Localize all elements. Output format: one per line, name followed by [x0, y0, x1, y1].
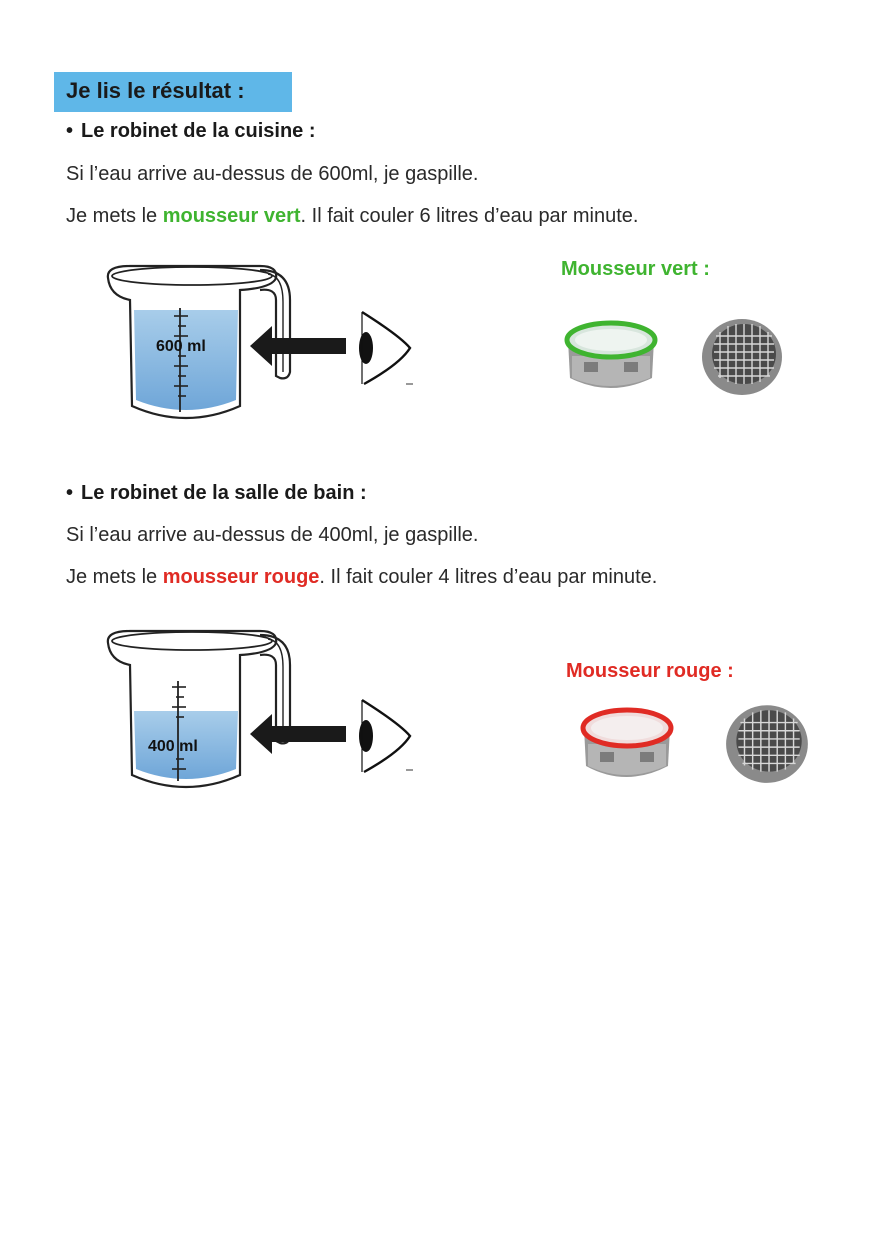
kitchen-mousseur-text: Je mets le mousseur vert. Il fait couler 6 litres d’eau par minute. — [66, 205, 639, 227]
bathroom-rule-text: Si l’eau arrive au-dessus de 400ml, je gaspille. — [66, 524, 479, 546]
arrow-eye-icon — [250, 306, 420, 396]
jug-label: 400 ml — [148, 738, 198, 755]
bullet: • — [66, 482, 74, 504]
section-kitchen-title: • Le robinet de la cuisine : — [66, 120, 316, 142]
mousseur-rouge-title: Mousseur rouge : — [566, 660, 734, 682]
bullet: • — [66, 120, 74, 142]
eye-icon — [359, 312, 410, 384]
aerator-green-side — [562, 316, 662, 398]
aerator-grey-top — [698, 310, 788, 400]
page-title: Je lis le résultat : — [54, 72, 292, 112]
jug-label: 600 ml — [156, 338, 206, 355]
left-arrow-icon — [250, 714, 346, 754]
water — [134, 310, 238, 410]
aerator-grey-top — [722, 696, 814, 788]
left-arrow-icon — [250, 326, 346, 366]
aerator-red-side — [578, 704, 678, 788]
bathroom-mousseur-text: Je mets le mousseur rouge. Il fait couler 4 litres d’eau par minute. — [66, 566, 658, 588]
arrow-eye-icon — [250, 694, 420, 784]
mousseur-rouge-keyword: mousseur rouge — [162, 566, 320, 588]
section-bathroom-title: • Le robinet de la salle de bain : — [66, 482, 367, 504]
kitchen-rule-text: Si l’eau arrive au-dessus de 600ml, je gaspille. — [66, 163, 479, 185]
mousseur-vert-keyword: mousseur vert — [162, 205, 301, 227]
eye-icon — [359, 700, 410, 772]
mousseur-vert-title: Mousseur vert : — [561, 258, 710, 280]
